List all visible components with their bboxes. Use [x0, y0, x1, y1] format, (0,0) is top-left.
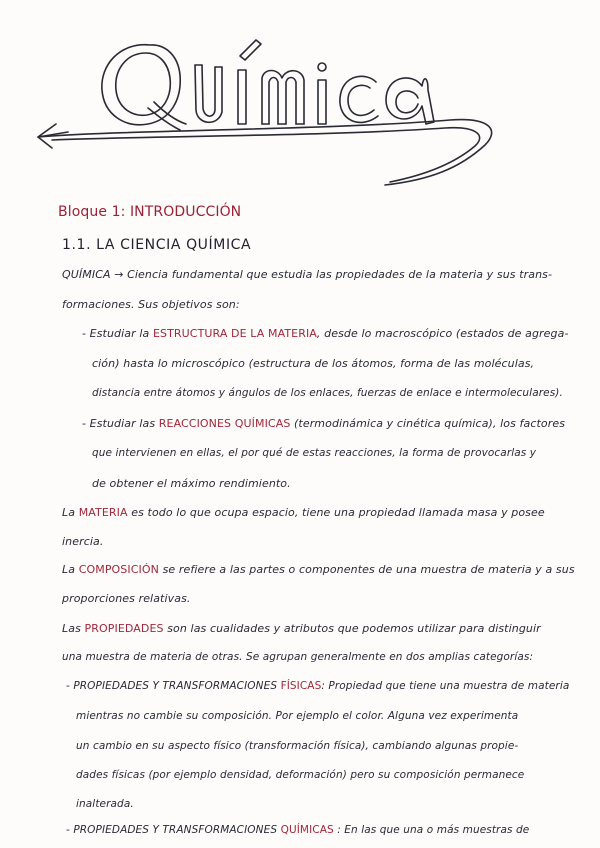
objective-1-lead: - Estudiar la: [82, 327, 150, 340]
materia-definition: es todo lo que ocupa espacio, tiene una propiedad llamada masa y posee: [131, 506, 545, 519]
definition-line-2: formaciones. Sus objetivos son:: [62, 298, 240, 311]
materia-line-1: [62, 506, 545, 519]
objective-2-tail: (termodinámica y cinética química), los factores: [294, 417, 566, 430]
objective-2-lead: - Estudiar las: [82, 417, 156, 430]
quimicas-definition: : En las que una o más muestras de: [337, 824, 530, 836]
block-heading: Bloque 1: INTRODUCCIÓN: [58, 204, 242, 220]
materia-lead: La: [62, 506, 76, 519]
term-quimica: QUÍMICA →: [62, 268, 124, 281]
definition-line-1: [62, 268, 552, 281]
composicion-line-1: [62, 563, 575, 576]
composicion-definition: se refiere a las partes o componentes de una muestra de materia y a sus: [162, 563, 575, 576]
fisicas-line-1: [66, 680, 569, 692]
quimicas-line-1: [66, 824, 529, 836]
propiedades-term: PROPIEDADES: [84, 622, 164, 635]
fisicas-line-2: mientras no cambie su composición. Por ejemplo el color. Alguna vez experimenta: [76, 710, 519, 722]
materia-term: MATERIA: [78, 506, 128, 519]
objective-1-line-2: ción) hasta lo microscópico (estructura de los átomos, forma de las moléculas,: [92, 357, 535, 370]
fisicas-line-4: dades físicas (por ejemplo densidad, deformación) pero su composición permanece: [76, 769, 525, 781]
title-lettering: [30, 20, 510, 195]
section-heading: 1.1. LA CIENCIA QUÍMICA: [62, 237, 252, 253]
quimicas-lead: - PROPIEDADES Y TRANSFORMACIONES: [66, 824, 278, 836]
materia-line-2: inercia.: [62, 535, 104, 548]
fisicas-line-3: un cambio en su aspecto físico (transformación física), cambiando algunas propie-: [76, 740, 519, 752]
objective-1-line-1: [82, 327, 569, 340]
quimicas-term: QUÍMICAS: [280, 824, 334, 836]
objective-2-line-3: de obtener el máximo rendimiento.: [92, 477, 291, 490]
objective-1-tail: , desde lo macroscópico (estados de agrega-: [316, 327, 569, 340]
fisicas-lead: - PROPIEDADES Y TRANSFORMACIONES: [66, 680, 278, 692]
propiedades-definition: son las cualidades y atributos que podemos utilizar para distinguir: [167, 622, 541, 635]
objective-1-line-3: distancia entre átomos y ángulos de los enlaces, fuerzas de enlace e intermoleculares).: [92, 387, 563, 399]
estructura-materia-term: ESTRUCTURA DE LA MATERIA: [152, 327, 317, 340]
definition-text: Ciencia fundamental que estudia las propiedades de la materia y sus trans-: [127, 268, 553, 281]
objective-2-line-2: que intervienen en ellas, el por qué de estas reacciones, la forma de provocarlas y: [92, 447, 537, 459]
fisicas-line-5: inalterada.: [76, 798, 134, 810]
objective-2-line-1: [82, 417, 565, 430]
propiedades-line-1: [62, 622, 541, 635]
reacciones-quimicas-term: REACCIONES QUÍMICAS: [158, 417, 291, 430]
composicion-line-2: proporciones relativas.: [62, 592, 191, 605]
composicion-lead: La: [62, 563, 76, 576]
fisicas-term: FÍSICAS: [280, 680, 322, 692]
composicion-term: COMPOSICIÓN: [78, 563, 159, 576]
propiedades-lead: Las: [62, 622, 81, 635]
propiedades-line-2: una muestra de materia de otras. Se agrupan generalmente en dos amplias categorías:: [62, 651, 534, 663]
fisicas-definition: : Propiedad que tiene una muestra de materia: [321, 680, 570, 692]
